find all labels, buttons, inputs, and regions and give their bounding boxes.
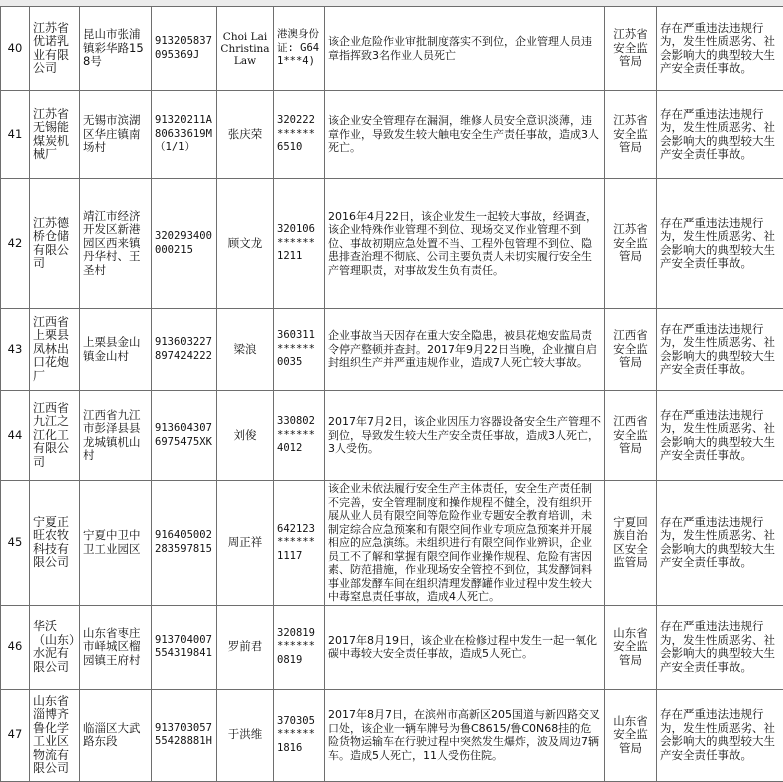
table-body: [1, 7, 783, 782]
table-row: [1, 391, 783, 481]
company-address: 靖江市经济开发区新港园区西来镇丹华村、王圣村: [80, 179, 152, 309]
table-row: [1, 605, 783, 689]
legal-representative: Choi Lai Christina Law: [217, 7, 274, 91]
listing-reason: 存在严重违法违规行为，发生性质恶劣、社会影响大的典型较大生产安全责任事故。: [657, 689, 783, 781]
listing-reason: 存在严重违法违规行为，发生性质恶劣、社会影响大的典型较大生产安全责任事故。: [657, 179, 783, 309]
reporting-agency: 江苏省安全监管局: [605, 91, 657, 179]
listing-reason: 存在严重违法违规行为，发生性质恶劣、社会影响大的典型较大生产安全责任事故。: [657, 309, 783, 391]
id-number: 港澳身份证: G641***4): [274, 7, 325, 91]
accident-enterprise-table: [0, 6, 783, 782]
credit-code: 916405002283597815: [152, 481, 217, 606]
legal-representative: 罗前君: [217, 605, 274, 689]
company-name: 江西省上栗县凤林出口花炮厂: [30, 309, 80, 391]
table-row: [1, 7, 783, 91]
listing-reason: 存在严重违法违规行为，发生性质恶劣、社会影响大的典型较大生产安全责任事故。: [657, 7, 783, 91]
company-address: 临淄区大武路东段: [80, 689, 152, 781]
legal-representative: 张庆荣: [217, 91, 274, 179]
id-number: 320106******1211: [274, 179, 325, 309]
accident-description: 该企业安全管理存在漏洞，维修人员安全意识淡薄，违章作业，导致发生较大触电安全生产责任事故，造成3人死亡。: [325, 91, 605, 179]
listing-reason: 存在严重违法违规行为，发生性质恶劣、社会影响大的典型较大生产安全责任事故。: [657, 481, 783, 606]
accident-description: 2016年4月22日，该企业发生一起较大事故，经调查，该企业特殊作业管理不到位、现场交叉作业管理不到位、事故初期应急处置不当、工程外包管理不到位、隐患排查治理不彻底、公司主要负责人未切实履行安全生产管理职责，对事故发生负有责任。: [325, 179, 605, 309]
accident-description: 该企业危险作业审批制度落实不到位，企业管理人员违章指挥致3名作业人员死亡: [325, 7, 605, 91]
listing-reason: 存在严重违法违规行为，发生性质恶劣、社会影响大的典型较大生产安全责任事故。: [657, 605, 783, 689]
accident-description: 2017年7月2日，该企业因压力容器设备安全生产管理不到位，导致发生较大生产安全责任事故，造成3人死亡，3人受伤。: [325, 391, 605, 481]
credit-code: 913603227897424222: [152, 309, 217, 391]
credit-code: 320293400000215: [152, 179, 217, 309]
row-number: 44: [1, 391, 30, 481]
company-name: 江苏德桥仓储有限公司: [30, 179, 80, 309]
legal-representative: 梁浪: [217, 309, 274, 391]
listing-reason: 存在严重违法违规行为，发生性质恶劣、社会影响大的典型较大生产安全责任事故。: [657, 91, 783, 179]
company-name: 山东省淄博齐鲁化学工业区物流有限公司: [30, 689, 80, 781]
company-address: 上栗县金山镇金山村: [80, 309, 152, 391]
id-number: 320819******0819: [274, 605, 325, 689]
legal-representative: 顾文龙: [217, 179, 274, 309]
row-number: 46: [1, 605, 30, 689]
accident-description: 2017年8月19日，该企业在检修过程中发生一起一氧化碳中毒较大安全责任事故，造成5人死亡。: [325, 605, 605, 689]
table-row: [1, 481, 783, 606]
company-name: 华沃（山东）水泥有限公司: [30, 605, 80, 689]
company-address: 无锡市滨湖区华庄镇南场村: [80, 91, 152, 179]
credit-code: 913704007554319841: [152, 605, 217, 689]
accident-description: 2017年8月7日，在滨州市高新区205国道与新四路交叉口处，该企业一辆车牌号为鲁C8615/鲁C0N68挂的危险货物运输车在行驶过程中突然发生爆炸，波及周边7辆车。造成5人死亡，11人受伤住院。: [325, 689, 605, 781]
company-name: 江苏省优诺乳业有限公司: [30, 7, 80, 91]
reporting-agency: 山东省安全监管局: [605, 689, 657, 781]
row-number: 40: [1, 7, 30, 91]
reporting-agency: 宁夏回族自治区安全监管局: [605, 481, 657, 606]
reporting-agency: 江西省安全监管局: [605, 309, 657, 391]
company-address: 昆山市张浦镇彩华路158号: [80, 7, 152, 91]
credit-code: 9136043076975475XK: [152, 391, 217, 481]
accident-description: 企业事故当天因存在重大安全隐患，被县花炮安监局责令停产整顿并查封。2017年9月22日当晚，企业擅自启封组织生产并严重违规作业，造成7人死亡较大事故。: [325, 309, 605, 391]
legal-representative: 周正祥: [217, 481, 274, 606]
table-row: [1, 91, 783, 179]
reporting-agency: 江苏省安全监管局: [605, 7, 657, 91]
company-name: 江西省九江之江化工有限公司: [30, 391, 80, 481]
row-number: 42: [1, 179, 30, 309]
table-row: [1, 179, 783, 309]
table-row: [1, 309, 783, 391]
table-row: [1, 689, 783, 781]
row-number: 47: [1, 689, 30, 781]
row-number: 43: [1, 309, 30, 391]
id-number: 370305******1816: [274, 689, 325, 781]
company-name: 宁夏正旺农牧科技有限公司: [30, 481, 80, 606]
legal-representative: 刘俊: [217, 391, 274, 481]
id-number: 642123******1117: [274, 481, 325, 606]
credit-code: 91320211A80633619M（1/1）: [152, 91, 217, 179]
id-number: 320222******6510: [274, 91, 325, 179]
accident-description: 该企业未依法履行安全生产主体责任，安全生产责任制不完善，安全管理制度和操作规程不健全，没有组织开展从业人员有限空间等危险作业专题安全教育培训，未制定综合应急预案和有限空间作业专项应急预案并开展相应的应急演练。未组织进行有限空间作业辨识，企业员工不了解和掌握有限空间作业操作规程、危险有害因素、防范措施，作业现场安全管控不到位，其发酵饲料事业部发酵车间在组织清理发酵罐作业过程中发生较大中毒窒息责任事故，造成4人死亡。: [325, 481, 605, 606]
company-address: 宁夏中卫中卫工业园区: [80, 481, 152, 606]
id-number: 360311******0035: [274, 309, 325, 391]
legal-representative: 于洪维: [217, 689, 274, 781]
row-number: 41: [1, 91, 30, 179]
credit-code: 913205837095369J: [152, 7, 217, 91]
listing-reason: 存在严重违法违规行为，发生性质恶劣、社会影响大的典型较大生产安全责任事故。: [657, 391, 783, 481]
row-number: 45: [1, 481, 30, 606]
id-number: 330802******4012: [274, 391, 325, 481]
reporting-agency: 江西省安全监管局: [605, 391, 657, 481]
company-name: 江苏省无锡能煤炭机械厂: [30, 91, 80, 179]
reporting-agency: 江苏省安全监管局: [605, 179, 657, 309]
reporting-agency: 山东省安全监管局: [605, 605, 657, 689]
company-address: 江西省九江市彭泽县县龙城镇机山村: [80, 391, 152, 481]
company-address: 山东省枣庄市峄城区榴园镇王府村: [80, 605, 152, 689]
credit-code: 91370305755428881H: [152, 689, 217, 781]
